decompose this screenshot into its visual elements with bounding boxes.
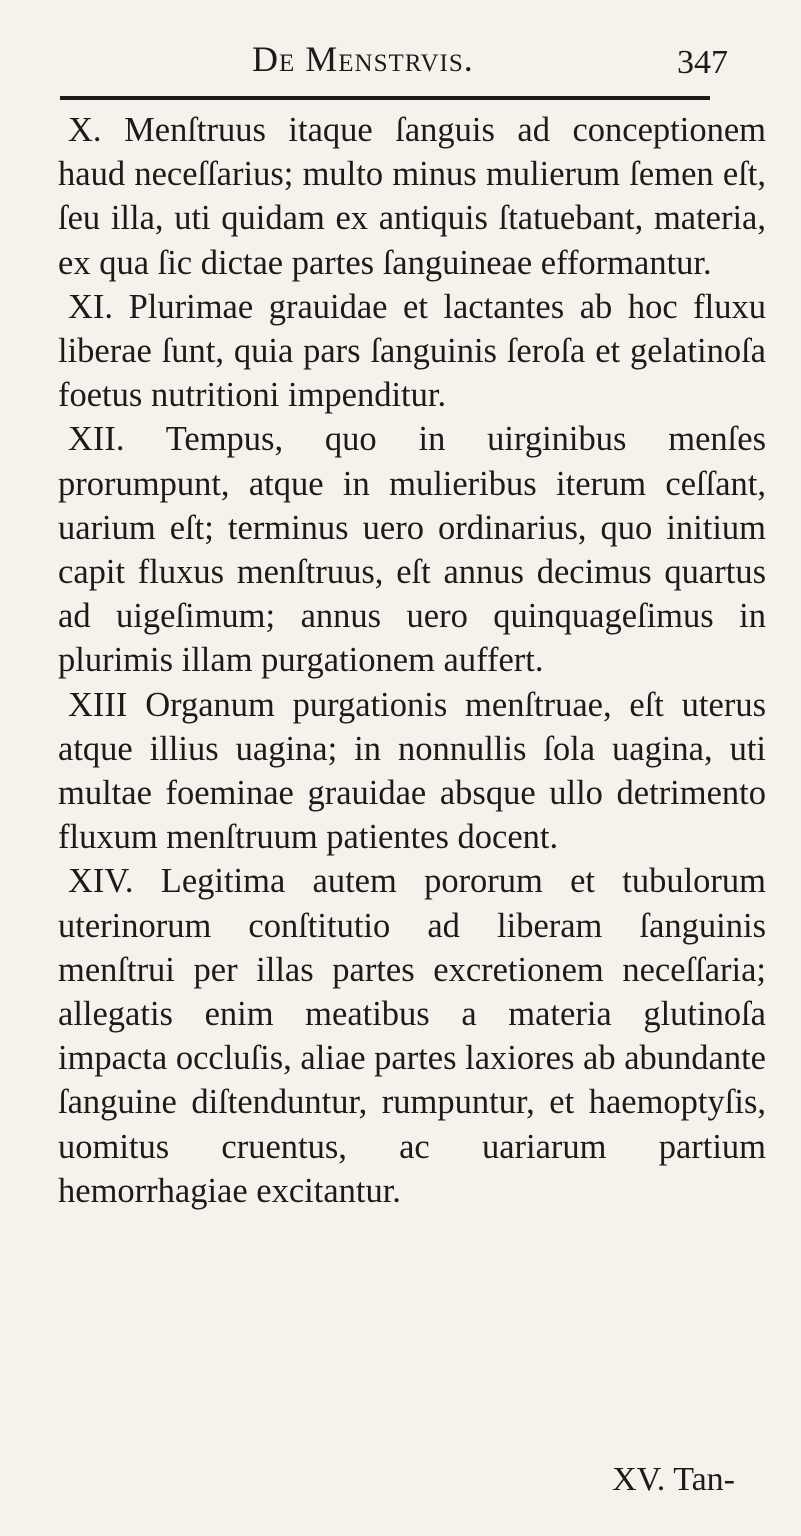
catchword: XV. Tan-: [612, 1461, 735, 1498]
running-head: [36, 38, 766, 81]
paragraph-number: X.: [68, 111, 102, 149]
paragraph-text: Tempus, quo in uirginibus menſes prorumpunt, atque in mulieribus iterum ceſſant, uarium eſt; terminus uero ordinarius, quo initium capit fluxus menſtruus, eſt annus decimus quartus ad uigeſimum; annus uero quinquageſimus in plurimis illam purgationem auffert.: [58, 420, 766, 680]
body-text: [58, 108, 766, 1213]
paragraph-text: Organum purgationis menſtruae, eſt uterus atque illius uagina; in nonnullis ſola uagina, uti multae foeminae grauidae absque ullo detrimento fluxum menſtruum patientes docent.: [58, 685, 766, 857]
paragraph-text: Plurimae grauidae et lactantes ab hoc fluxu liberae ſunt, quia pars ſanguinis ſeroſa et gelatinoſa foetus nutritioni impenditur.: [58, 287, 767, 415]
header-rule: [60, 96, 710, 100]
running-title: De Menstrvis.: [252, 39, 474, 79]
paragraph-text: Legitima autem pororum et tubulorum uterinorum conſtitutio ad liberam ſanguinis menſtrui per illas partes excretionem neceſſaria; allegatis enim meatibus a materia glutinoſa impacta occluſis, aliae partes laxiores ab abundante ſanguine diſtenduntur, rumpuntur, et haemoptyſis, uomitus cruentus, ac uariarum partium hemorrhagiae excitantur.: [58, 862, 767, 1210]
paragraph-number: XII.: [68, 420, 125, 459]
page-number: 347: [677, 44, 728, 81]
paragraph-number: XIV.: [68, 862, 134, 901]
paragraph-text: Menſtruus itaque ſanguis ad conceptionem haud neceſſarius; multo minus mulierum ſemen eſt, ſeu illa, uti quidam ex antiquis ſtatuebant, materia, ex qua ſic dictae partes ſanguineae efformantur.: [58, 111, 767, 282]
paragraph-number: XI.: [68, 287, 114, 326]
paragraph-xiv: [58, 859, 766, 1213]
paragraph-number: XIII: [68, 685, 128, 724]
paragraph-xiii: [58, 683, 766, 860]
paragraph-x: [58, 108, 766, 285]
paragraph-xi: [58, 285, 766, 418]
paragraph-xii: [58, 417, 766, 682]
